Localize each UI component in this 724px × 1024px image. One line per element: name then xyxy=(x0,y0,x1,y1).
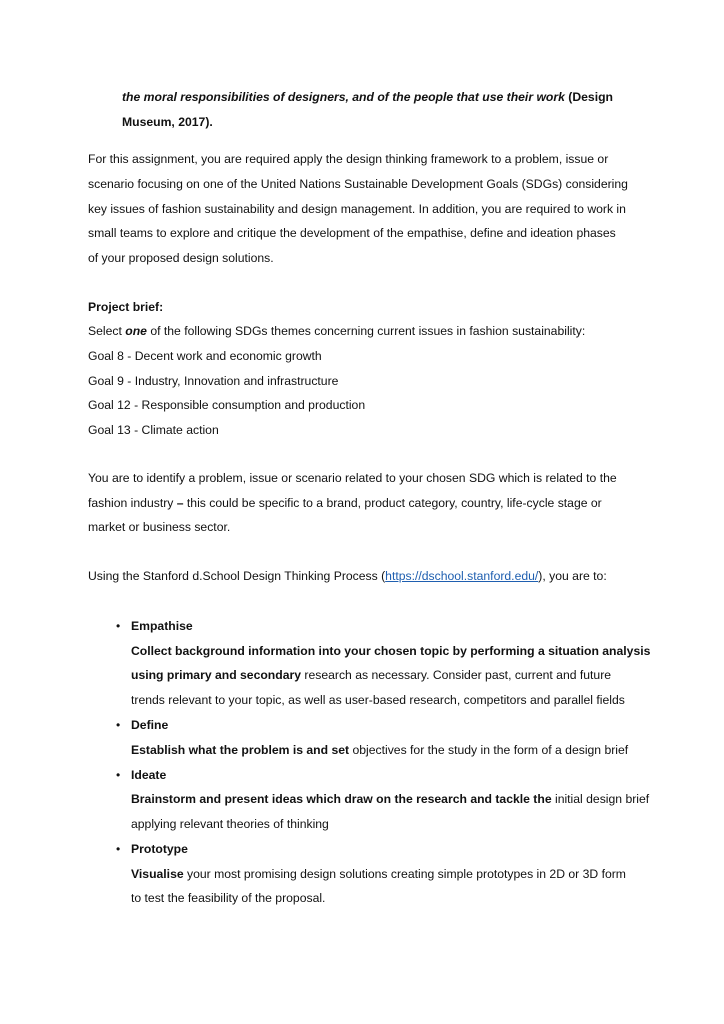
step-title-define: Define xyxy=(131,718,169,732)
quote-citation: (Design xyxy=(564,90,613,104)
process-post: ), you are to: xyxy=(538,569,607,583)
prototype-rest: your most promising design solutions creating simple prototypes in 2D or 3D form xyxy=(183,867,626,881)
bullet-icon: • xyxy=(116,718,121,732)
step-title-ideate: Ideate xyxy=(131,768,167,782)
process-line xyxy=(88,568,607,584)
quote-italic-text: the moral responsibilities of designers, and of the people that use their work xyxy=(122,90,565,104)
select-emphasis: one xyxy=(125,324,147,338)
select-post: of the following SDGs themes concerning current issues in fashion sustainability: xyxy=(146,324,586,338)
identify-line xyxy=(88,495,602,511)
select-pre: Select xyxy=(88,324,126,338)
identify-line: market or business sector. xyxy=(88,520,231,534)
select-instruction xyxy=(88,323,585,339)
identify-post: this could be specific to a brand, product category, country, life-cycle stage or xyxy=(183,496,602,510)
ideate-line xyxy=(131,791,649,807)
step-title-empathise: Empathise xyxy=(131,619,193,633)
empathise-line xyxy=(131,667,611,683)
empathise-line: trends relevant to your topic, as well as user-based research, competitors and parallel fields xyxy=(131,693,625,707)
empathise-bold: using primary and secondary xyxy=(131,668,302,682)
define-bold: Establish what the problem is and set xyxy=(131,743,350,757)
goal-item: Goal 9 - Industry, Innovation and infrastructure xyxy=(88,374,339,388)
intro-line: small teams to explore and critique the development of the empathise, define and ideation phases xyxy=(88,226,616,240)
intro-line: For this assignment, you are required apply the design thinking framework to a problem, issue or xyxy=(88,152,609,166)
bullet-icon: • xyxy=(116,619,121,633)
quote-line-2: Museum, 2017). xyxy=(122,115,213,129)
bullet-icon: • xyxy=(116,842,121,856)
identify-dash: – xyxy=(176,496,184,510)
ideate-rest: initial design brief xyxy=(551,792,650,806)
intro-line: scenario focusing on one of the United Nations Sustainable Development Goals (SDGs) considering xyxy=(88,177,628,191)
prototype-line: to test the feasibility of the proposal. xyxy=(131,891,326,905)
bullet-icon: • xyxy=(116,768,121,782)
intro-line: key issues of fashion sustainability and design management. In addition, you are required to work in xyxy=(88,202,626,216)
goal-item: Goal 12 - Responsible consumption and production xyxy=(88,398,366,412)
ideate-line: applying relevant theories of thinking xyxy=(131,817,329,831)
prototype-bold: Visualise xyxy=(131,867,184,881)
define-rest: objectives for the study in the form of a design brief xyxy=(349,743,629,757)
goal-item: Goal 8 - Decent work and economic growth xyxy=(88,349,322,363)
project-brief-heading: Project brief: xyxy=(88,300,164,314)
ideate-bold: Brainstorm and present ideas which draw on the research and tackle the xyxy=(131,792,552,806)
empathise-rest: research as necessary. Consider past, current and future xyxy=(301,668,612,682)
identify-pre: fashion industry xyxy=(88,496,177,510)
identify-line: You are to identify a problem, issue or scenario related to your chosen SDG which is related to the xyxy=(88,471,617,485)
define-line xyxy=(131,742,628,758)
goal-item: Goal 13 - Climate action xyxy=(88,423,219,437)
dschool-link[interactable]: https://dschool.stanford.edu/ xyxy=(385,569,539,583)
step-title-prototype: Prototype xyxy=(131,842,188,856)
empathise-line: Collect background information into your chosen topic by performing a situation analysis xyxy=(131,644,651,658)
process-pre: Using the Stanford d.School Design Thinking Process ( xyxy=(88,569,386,583)
prototype-line xyxy=(131,866,626,882)
quote-line-1 xyxy=(122,89,613,105)
intro-line: of your proposed design solutions. xyxy=(88,251,274,265)
